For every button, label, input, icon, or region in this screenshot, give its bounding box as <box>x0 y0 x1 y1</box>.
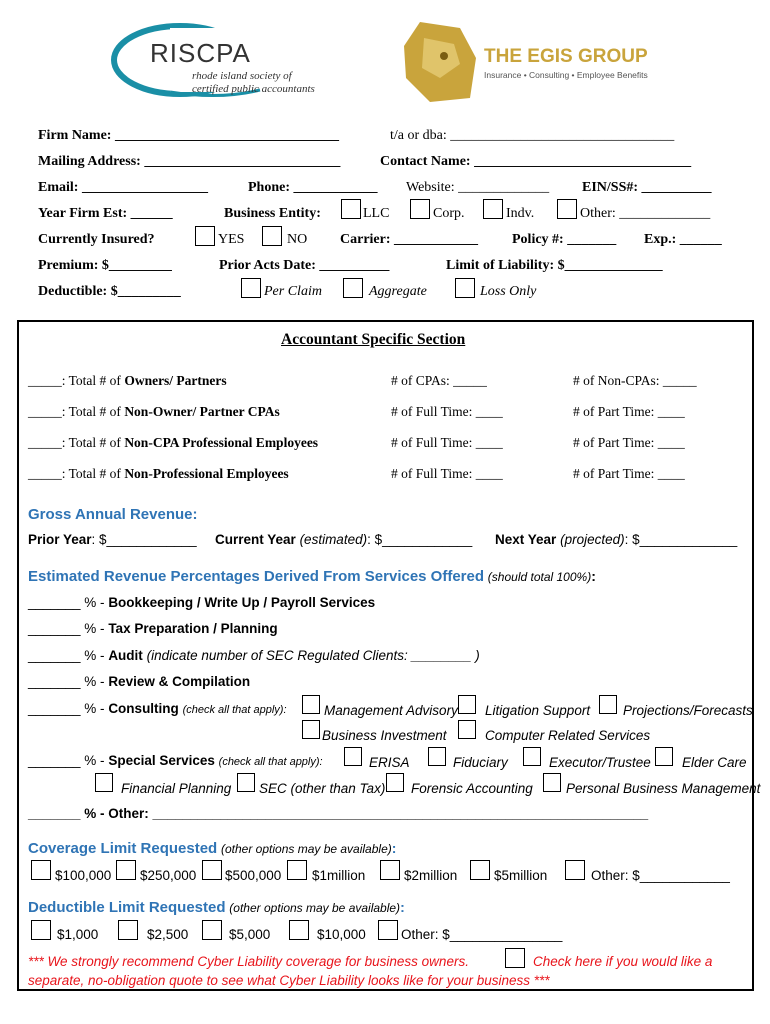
corp-checkbox[interactable] <box>410 199 430 219</box>
accountant-specific-section <box>17 320 761 991</box>
contact-name-field[interactable]: Contact Name: _______________________________ <box>380 154 692 169</box>
egis-tagline: Insurance • Consulting • Employee Benefits <box>484 70 648 80</box>
projections-label: Projections/Forecasts <box>623 703 753 718</box>
riscpa-logo <box>110 20 340 100</box>
sec-checkbox[interactable] <box>237 773 255 792</box>
prior-year-blank: : $____________ <box>91 532 197 547</box>
service-audit[interactable] <box>28 648 480 663</box>
pct-blank: _______ % - <box>28 753 109 768</box>
fiduciary-checkbox[interactable] <box>428 747 446 766</box>
llc-label: LLC <box>363 206 390 221</box>
projections-checkbox[interactable] <box>599 695 617 714</box>
cov-5m-checkbox[interactable] <box>470 860 490 880</box>
next-year-blank: : $_____________ <box>624 532 738 547</box>
deductible-field[interactable]: Deductible: $_________ <box>38 284 181 299</box>
mailing-address-field[interactable]: Mailing Address: ____________________________ <box>38 154 341 169</box>
loss-only-label: Loss Only <box>480 284 537 299</box>
cyber-recommendation: *** We strongly recommend Cyber Liability coverage for business owners. <box>28 954 469 969</box>
litigation-checkbox[interactable] <box>458 695 476 714</box>
service-label: Special Services <box>108 753 215 768</box>
staff-category: Non-Professional Employees <box>124 466 289 481</box>
ded-2500-checkbox[interactable] <box>118 920 138 940</box>
erisa-checkbox[interactable] <box>344 747 362 766</box>
cov-100k-checkbox[interactable] <box>31 860 51 880</box>
consulting-note: (check all that apply): <box>182 704 287 716</box>
elder-care-label: Elder Care <box>682 755 747 770</box>
ded-5000-checkbox[interactable] <box>202 920 222 940</box>
staff-blank: _____: Total # of <box>28 435 121 450</box>
firm-name-label: Firm Name: ________________________________ <box>38 128 339 143</box>
coverage-title: Coverage Limit Requested <box>28 840 218 857</box>
staff-row[interactable] <box>28 466 289 482</box>
ded-other-checkbox[interactable] <box>378 920 398 940</box>
staff-blank: _____: Total # of <box>28 373 121 388</box>
deductible-colon: : <box>400 899 405 915</box>
est-revenue-note: (should total 100%) <box>487 570 592 584</box>
cov-100k-label: $100,000 <box>55 868 112 883</box>
staff-col3[interactable]: # of Part Time: ____ <box>573 435 685 450</box>
service-tax[interactable] <box>28 621 278 636</box>
sec-label: SEC (other than Tax) <box>259 781 386 796</box>
next-year-field[interactable] <box>495 532 737 547</box>
currently-insured-label: Currently Insured? <box>38 232 155 247</box>
cov-500k-label: $500,000 <box>225 868 282 883</box>
indv-checkbox[interactable] <box>483 199 503 219</box>
limit-liability-field[interactable]: Limit of Liability: $______________ <box>446 258 663 273</box>
pct-blank: _______ % - <box>28 674 109 689</box>
cov-500k-checkbox[interactable] <box>202 860 222 880</box>
service-label: Review & Compilation <box>108 674 251 689</box>
insured-yes-label: YES <box>218 232 245 247</box>
staff-row[interactable] <box>28 435 318 451</box>
computer-services-checkbox[interactable] <box>458 720 476 739</box>
current-year-label: Current Year <box>215 532 296 547</box>
mgmt-advisory-label: Management Advisory <box>324 703 458 718</box>
riscpa-tagline-2: certified public accountants <box>192 83 315 95</box>
ded-2500-label: $2,500 <box>147 927 189 942</box>
prior-acts-field[interactable]: Prior Acts Date: __________ <box>219 258 390 273</box>
service-label: Tax Preparation / Planning <box>108 621 278 636</box>
service-label: Audit <box>108 648 143 663</box>
personal-mgmt-checkbox[interactable] <box>543 773 561 792</box>
egis-logo <box>400 18 660 108</box>
service-consulting[interactable] <box>28 701 287 716</box>
staff-col2[interactable]: # of CPAs: _____ <box>391 373 487 388</box>
insured-no-label: NO <box>287 232 308 247</box>
staff-category: Owners/ Partners <box>124 373 227 388</box>
next-year-label: Next Year <box>495 532 557 547</box>
executor-label: Executor/Trustee <box>549 755 651 770</box>
computer-services-label: Computer Related Services <box>485 728 651 743</box>
llc-checkbox[interactable] <box>341 199 361 219</box>
ded-other-field[interactable]: Other: $_______________ <box>401 927 563 942</box>
cov-2m-label: $2million <box>404 868 458 883</box>
coverage-colon: : <box>391 840 397 856</box>
riscpa-tagline-1: rhode island society of <box>192 70 292 82</box>
cyber-recommendation-cont: separate, no-obligation quote to see what Cyber Liability looks like for your business *** <box>28 973 550 988</box>
erisa-label: ERISA <box>369 755 410 770</box>
deductible-title: Deductible Limit Requested <box>28 899 226 916</box>
pct-blank: _______ % - <box>28 621 109 636</box>
business-entity-label: Business Entity: <box>224 206 321 221</box>
corp-label: Corp. <box>433 206 465 221</box>
audit-note: (indicate number of SEC Regulated Clients: ________ ) <box>146 648 480 663</box>
carrier-field[interactable]: Carrier: ____________ <box>340 232 479 247</box>
coverage-note: (other options may be available) <box>220 842 392 856</box>
cov-other-checkbox[interactable] <box>565 860 585 880</box>
executor-checkbox[interactable] <box>523 747 541 766</box>
aggregate-label: Aggregate <box>369 284 427 299</box>
policy-field[interactable]: Policy #: _______ <box>512 232 617 247</box>
staff-category: Non-Owner/ Partner CPAs <box>124 404 280 419</box>
indv-label: Indv. <box>506 206 535 221</box>
staff-col2[interactable]: # of Full Time: ____ <box>391 435 503 450</box>
prior-year-field[interactable] <box>28 532 197 547</box>
staff-col3[interactable]: # of Part Time: ____ <box>573 466 685 481</box>
service-other[interactable]: _______ % - Other: __________________________________________________________________ <box>28 806 649 821</box>
cov-1m-label: $1million <box>312 868 366 883</box>
business-investment-label: Business Investment <box>322 728 447 743</box>
exp-field[interactable]: Exp.: ______ <box>644 232 722 247</box>
service-label: Consulting <box>108 701 179 716</box>
cyber-check-label: Check here if you would like a <box>533 954 713 969</box>
cov-5m-label: $5million <box>494 868 548 883</box>
personal-mgmt-label: Personal Business Management <box>566 781 761 796</box>
est-revenue-heading <box>28 568 596 585</box>
other-entity-checkbox[interactable] <box>557 199 577 219</box>
year-est-field[interactable]: Year Firm Est: ______ <box>38 206 173 221</box>
staff-blank: _____: Total # of <box>28 404 121 419</box>
financial-planning-checkbox[interactable] <box>95 773 113 792</box>
staff-col3[interactable]: # of Non-CPAs: _____ <box>573 373 697 388</box>
business-investment-checkbox[interactable] <box>302 720 320 739</box>
insured-yes-checkbox[interactable] <box>195 226 215 246</box>
service-bookkeeping[interactable] <box>28 595 375 610</box>
riscpa-name: RISCPA <box>150 38 251 68</box>
cov-other-field[interactable]: Other: $____________ <box>591 868 730 883</box>
mgmt-advisory-checkbox[interactable] <box>302 695 320 714</box>
ded-1000-label: $1,000 <box>57 927 99 942</box>
cov-250k-checkbox[interactable] <box>116 860 136 880</box>
staff-category: Non-CPA Professional Employees <box>124 435 319 450</box>
service-label: Bookkeeping / Write Up / Payroll Services <box>108 595 376 610</box>
aggregate-checkbox[interactable] <box>343 278 363 298</box>
staff-col2[interactable]: # of Full Time: ____ <box>391 404 503 419</box>
forensic-checkbox[interactable] <box>386 773 404 792</box>
next-year-note: (projected) <box>560 532 625 547</box>
est-revenue-colon: : <box>591 568 596 584</box>
current-year-note: (estimated) <box>299 532 368 547</box>
ded-10000-label: $10,000 <box>317 927 366 942</box>
pct-blank: _______ % - <box>28 648 109 663</box>
service-special[interactable] <box>28 753 323 768</box>
prior-year-label: Prior Year <box>28 532 92 547</box>
staff-col2[interactable]: # of Full Time: ____ <box>391 466 503 481</box>
egis-name: THE EGIS GROUP <box>484 46 648 67</box>
email-field[interactable]: Email: __________________ <box>38 180 208 195</box>
elder-care-checkbox[interactable] <box>655 747 673 766</box>
insured-no-checkbox[interactable] <box>262 226 282 246</box>
loss-only-checkbox[interactable] <box>455 278 475 298</box>
est-revenue-title: Estimated Revenue Percentages Derived From Services Offered <box>28 568 485 585</box>
section-title: Accountant Specific Section <box>281 331 466 348</box>
website-field[interactable]: Website: _____________ <box>406 180 550 195</box>
ded-10000-checkbox[interactable] <box>289 920 309 940</box>
financial-planning-label: Financial Planning <box>121 781 232 796</box>
deductible-note: (other options may be available) <box>229 901 401 915</box>
staff-row[interactable] <box>28 404 280 420</box>
ein-field[interactable]: EIN/SS#: __________ <box>582 180 712 195</box>
other-entity-field[interactable]: Other: _____________ <box>580 206 711 221</box>
gross-revenue-heading: Gross Annual Revenue: <box>28 506 198 523</box>
current-year-field[interactable] <box>215 532 472 547</box>
cyber-quote-checkbox[interactable] <box>505 948 525 968</box>
service-review[interactable] <box>28 674 250 689</box>
firm-name-field[interactable] <box>38 128 339 144</box>
cov-1m-checkbox[interactable] <box>287 860 307 880</box>
lion-head-icon <box>400 18 480 104</box>
per-claim-label: Per Claim <box>264 284 322 299</box>
per-claim-checkbox[interactable] <box>241 278 261 298</box>
litigation-label: Litigation Support <box>485 703 591 718</box>
special-note: (check all that apply): <box>218 756 323 768</box>
pct-blank: _______ % - <box>28 701 109 716</box>
staff-row[interactable] <box>28 373 227 389</box>
cov-2m-checkbox[interactable] <box>380 860 400 880</box>
tadba-field[interactable]: t/a or dba: ________________________________ <box>390 128 675 143</box>
staff-blank: _____: Total # of <box>28 466 121 481</box>
forensic-label: Forensic Accounting <box>411 781 533 796</box>
pct-blank: _______ % - <box>28 595 109 610</box>
premium-field[interactable]: Premium: $_________ <box>38 258 172 273</box>
ded-5000-label: $5,000 <box>229 927 271 942</box>
phone-field[interactable]: Phone: ____________ <box>248 180 378 195</box>
ded-1000-checkbox[interactable] <box>31 920 51 940</box>
current-year-blank: : $____________ <box>367 532 473 547</box>
cov-250k-label: $250,000 <box>140 868 197 883</box>
fiduciary-label: Fiduciary <box>453 755 508 770</box>
deductible-heading <box>28 899 405 916</box>
staff-col3[interactable]: # of Part Time: ____ <box>573 404 685 419</box>
coverage-heading <box>28 840 396 857</box>
